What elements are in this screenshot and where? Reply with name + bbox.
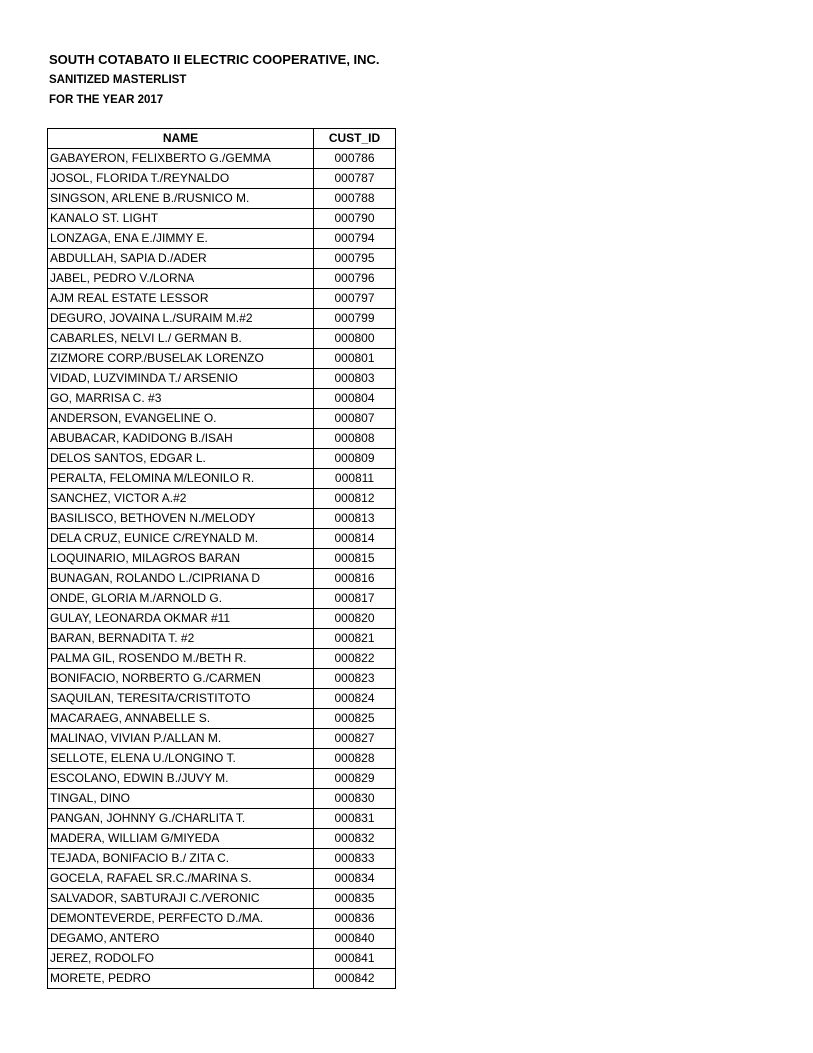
table-row — [48, 249, 396, 269]
table-row — [48, 269, 396, 289]
customer-name-cell: TINGAL, DINO — [48, 789, 314, 809]
customer-id-cell: 000817 — [314, 589, 396, 609]
customer-name-cell: SANCHEZ, VICTOR A.#2 — [48, 489, 314, 509]
customer-name-cell: GULAY, LEONARDA OKMAR #11 — [48, 609, 314, 629]
customer-id-cell: 000820 — [314, 609, 396, 629]
customer-id-cell: 000811 — [314, 469, 396, 489]
customer-name-cell: GABAYERON, FELIXBERTO G./GEMMA — [48, 149, 314, 169]
customer-id-cell: 000829 — [314, 769, 396, 789]
masterlist-table — [47, 128, 396, 989]
document-header — [49, 50, 380, 110]
table-body — [48, 149, 396, 989]
customer-id-cell: 000813 — [314, 509, 396, 529]
customer-name-cell: MORETE, PEDRO — [48, 969, 314, 989]
customer-id-cell: 000788 — [314, 189, 396, 209]
company-name: SOUTH COTABATO II ELECTRIC COOPERATIVE, INC. — [49, 52, 380, 67]
table-row — [48, 669, 396, 689]
customer-id-cell: 000795 — [314, 249, 396, 269]
table-row — [48, 489, 396, 509]
customer-id-cell: 000812 — [314, 489, 396, 509]
customer-id-cell: 000790 — [314, 209, 396, 229]
table-row — [48, 949, 396, 969]
customer-id-cell: 000814 — [314, 529, 396, 549]
customer-id-cell: 000836 — [314, 909, 396, 929]
customer-id-cell: 000827 — [314, 729, 396, 749]
customer-id-cell: 000841 — [314, 949, 396, 969]
customer-name-cell: LONZAGA, ENA E./JIMMY E. — [48, 229, 314, 249]
customer-name-cell: ABUBACAR, KADIDONG B./ISAH — [48, 429, 314, 449]
table-row — [48, 569, 396, 589]
customer-name-cell: DEGAMO, ANTERO — [48, 929, 314, 949]
customer-id-cell: 000828 — [314, 749, 396, 769]
customer-id-cell: 000815 — [314, 549, 396, 569]
customer-name-cell: BARAN, BERNADITA T. #2 — [48, 629, 314, 649]
customer-name-cell: MACARAEG, ANNABELLE S. — [48, 709, 314, 729]
table-row — [48, 769, 396, 789]
table-row — [48, 329, 396, 349]
customer-name-cell: GOCELA, RAFAEL SR.C./MARINA S. — [48, 869, 314, 889]
customer-name-cell: DEGURO, JOVAINA L./SURAIM M.#2 — [48, 309, 314, 329]
customer-name-cell: JOSOL, FLORIDA T./REYNALDO — [48, 169, 314, 189]
customer-name-cell: DELOS SANTOS, EDGAR L. — [48, 449, 314, 469]
customer-name-cell: ONDE, GLORIA M./ARNOLD G. — [48, 589, 314, 609]
table-row — [48, 969, 396, 989]
document-subtitle: SANITIZED MASTERLIST — [49, 74, 187, 86]
customer-name-cell: TEJADA, BONIFACIO B./ ZITA C. — [48, 849, 314, 869]
customer-id-cell: 000801 — [314, 349, 396, 369]
customer-id-cell: 000822 — [314, 649, 396, 669]
customer-name-cell: DELA CRUZ, EUNICE C/REYNALD M. — [48, 529, 314, 549]
customer-id-cell: 000799 — [314, 309, 396, 329]
customer-id-cell: 000842 — [314, 969, 396, 989]
customer-name-cell: KANALO ST. LIGHT — [48, 209, 314, 229]
customer-id-cell: 000830 — [314, 789, 396, 809]
customer-id-cell: 000794 — [314, 229, 396, 249]
customer-name-cell: MADERA, WILLIAM G/MIYEDA — [48, 829, 314, 849]
customer-id-cell: 000824 — [314, 689, 396, 709]
customer-name-cell: SAQUILAN, TERESITA/CRISTITOTO — [48, 689, 314, 709]
customer-name-cell: GO, MARRISA C. #3 — [48, 389, 314, 409]
customer-id-cell: 000787 — [314, 169, 396, 189]
table-header-row — [48, 129, 396, 149]
customer-id-cell: 000800 — [314, 329, 396, 349]
table-row — [48, 789, 396, 809]
table-row — [48, 389, 396, 409]
table-row — [48, 429, 396, 449]
customer-id-cell: 000834 — [314, 869, 396, 889]
table-row — [48, 829, 396, 849]
customer-id-cell: 000808 — [314, 429, 396, 449]
table-row — [48, 589, 396, 609]
table-row — [48, 889, 396, 909]
customer-id-cell: 000809 — [314, 449, 396, 469]
table-row — [48, 289, 396, 309]
document-year: FOR THE YEAR 2017 — [49, 94, 164, 106]
table-row — [48, 849, 396, 869]
table-row — [48, 449, 396, 469]
table-row — [48, 349, 396, 369]
customer-name-cell: PALMA GIL, ROSENDO M./BETH R. — [48, 649, 314, 669]
table-row — [48, 689, 396, 709]
customer-name-cell: PANGAN, JOHNNY G./CHARLITA T. — [48, 809, 314, 829]
customer-id-cell: 000840 — [314, 929, 396, 949]
table-row — [48, 369, 396, 389]
customer-id-cell: 000804 — [314, 389, 396, 409]
customer-id-cell: 000816 — [314, 569, 396, 589]
customer-name-cell: PERALTA, FELOMINA M/LEONILO R. — [48, 469, 314, 489]
customer-name-cell: MALINAO, VIVIAN P./ALLAN M. — [48, 729, 314, 749]
table-row — [48, 229, 396, 249]
customer-name-cell: CABARLES, NELVI L./ GERMAN B. — [48, 329, 314, 349]
customer-id-cell: 000807 — [314, 409, 396, 429]
table-row — [48, 649, 396, 669]
column-header-cust-id: CUST_ID — [314, 129, 396, 149]
table-row — [48, 629, 396, 649]
table-row — [48, 149, 396, 169]
customer-id-cell: 000833 — [314, 849, 396, 869]
customer-name-cell: DEMONTEVERDE, PERFECTO D./MA. — [48, 909, 314, 929]
customer-name-cell: BONIFACIO, NORBERTO G./CARMEN — [48, 669, 314, 689]
table-row — [48, 469, 396, 489]
customer-id-cell: 000832 — [314, 829, 396, 849]
customer-id-cell: 000835 — [314, 889, 396, 909]
customer-name-cell: BASILISCO, BETHOVEN N./MELODY — [48, 509, 314, 529]
customer-id-cell: 000796 — [314, 269, 396, 289]
customer-name-cell: JEREZ, RODOLFO — [48, 949, 314, 969]
customer-name-cell: JABEL, PEDRO V./LORNA — [48, 269, 314, 289]
customer-name-cell: SALVADOR, SABTURAJI C./VERONIC — [48, 889, 314, 909]
customer-id-cell: 000803 — [314, 369, 396, 389]
table-row — [48, 549, 396, 569]
table-row — [48, 509, 396, 529]
table-row — [48, 169, 396, 189]
table-row — [48, 609, 396, 629]
customer-id-cell: 000823 — [314, 669, 396, 689]
table-row — [48, 929, 396, 949]
table-row — [48, 209, 396, 229]
customer-name-cell: BUNAGAN, ROLANDO L./CIPRIANA D — [48, 569, 314, 589]
column-header-name: NAME — [48, 129, 314, 149]
customer-id-cell: 000797 — [314, 289, 396, 309]
table-row — [48, 309, 396, 329]
customer-name-cell: ESCOLANO, EDWIN B./JUVY M. — [48, 769, 314, 789]
customer-name-cell: SELLOTE, ELENA U./LONGINO T. — [48, 749, 314, 769]
table-row — [48, 709, 396, 729]
table-row — [48, 909, 396, 929]
table-row — [48, 409, 396, 429]
table-row — [48, 529, 396, 549]
table-row — [48, 869, 396, 889]
customer-name-cell: AJM REAL ESTATE LESSOR — [48, 289, 314, 309]
customer-name-cell: ABDULLAH, SAPIA D./ADER — [48, 249, 314, 269]
customer-id-cell: 000821 — [314, 629, 396, 649]
customer-name-cell: LOQUINARIO, MILAGROS BARAN — [48, 549, 314, 569]
customer-id-cell: 000831 — [314, 809, 396, 829]
customer-name-cell: ANDERSON, EVANGELINE O. — [48, 409, 314, 429]
customer-name-cell: SINGSON, ARLENE B./RUSNICO M. — [48, 189, 314, 209]
customer-id-cell: 000786 — [314, 149, 396, 169]
table-row — [48, 809, 396, 829]
table-row — [48, 729, 396, 749]
table-row — [48, 749, 396, 769]
table-row — [48, 189, 396, 209]
customer-name-cell: VIDAD, LUZVIMINDA T./ ARSENIO — [48, 369, 314, 389]
customer-name-cell: ZIZMORE CORP./BUSELAK LORENZO — [48, 349, 314, 369]
customer-id-cell: 000825 — [314, 709, 396, 729]
